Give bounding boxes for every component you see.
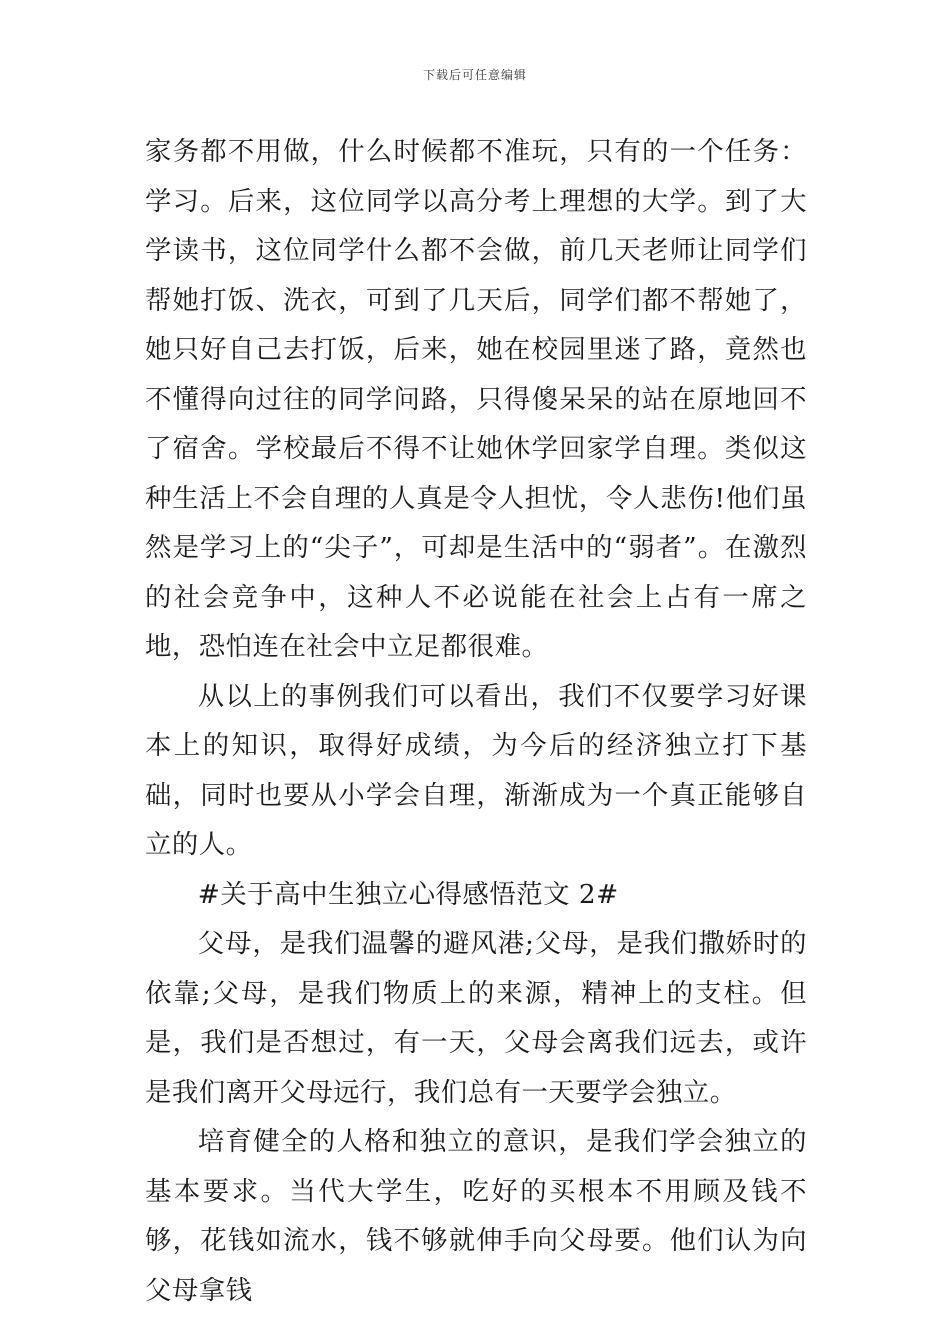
paragraph-continuation: 家务都不用做，什么时候都不准玩，只有的一个任务：学习。后来，这位同学以高分考上理想的大学。到了大学读书，这位同学什么都不会做，前几天老师让同学们帮她打饭、洗衣，可到了几天后，同学们都不帮她了，她只好自己去打饭，后来，她在校园里迷了路，竟然也不懂得向过往的同学问路，只得傻呆呆的站在原地回不了宿舍。学校最后不得不让她休学回家学自理。类似这种生活上不会自理的人真是令人担忧，令人悲伤!他们虽然是学习上的“尖子”，可却是生活中的“弱者”。在激烈的社会竞争中，这种人不必说能在社会上占有一席之地，恐怕连在社会中立足都很难。	[145, 136, 807, 662]
section-heading: #关于高中生独立心得感悟范文 2#	[197, 878, 619, 910]
paragraph-conclusion: 从以上的事例我们可以看出，我们不仅要学习好课本上的知识，取得好成绩，为今后的经济独立打下基础，同时也要从小学会自理，渐渐成为一个真正能够自立的人。	[145, 680, 807, 860]
paragraph-parents: 父母，是我们温馨的避风港;父母，是我们撒娇时的依靠;父母，是我们物质上的来源，精神上的支柱。但是，我们是否想过，有一天，父母会离我们远去，或许是我们离开父母远行，我们总有一天要学会独立。	[145, 928, 807, 1108]
header-note: 下载后可任意编辑	[422, 68, 527, 82]
paragraph-independence: 培育健全的人格和独立的意识，是我们学会独立的基本要求。当代大学生，吃好的买根本不用顾及钱不够，花钱如流水，钱不够就伸手向父母要。他们认为向父母拿钱	[145, 1126, 807, 1306]
document-body	[145, 127, 807, 1315]
